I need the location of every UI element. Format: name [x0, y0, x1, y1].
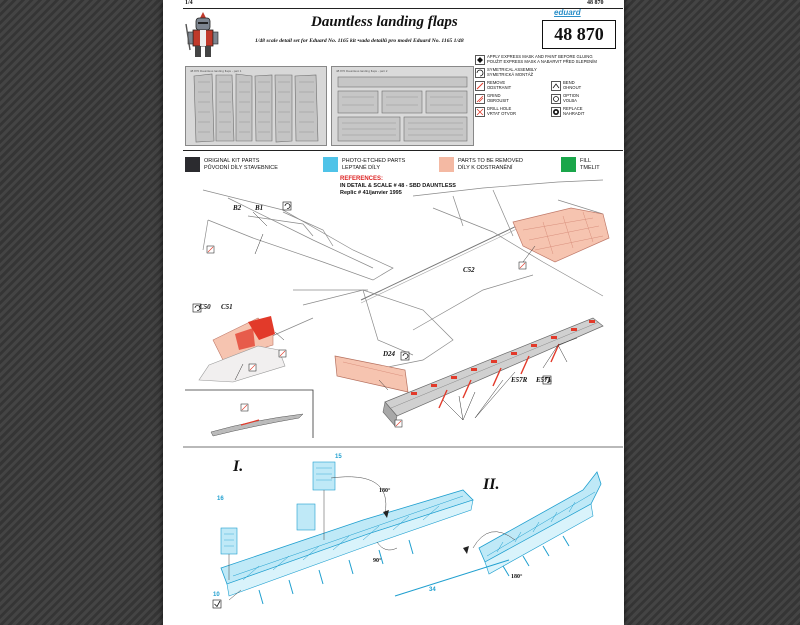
- references-heading: REFERENCES:: [340, 176, 384, 182]
- pe-part-34: 34: [429, 587, 436, 593]
- step-1-label: I.: [233, 458, 244, 475]
- legend-remove-text: REMOVE ODSTRANIT: [487, 80, 512, 90]
- part-label-c50: C50: [199, 303, 211, 311]
- brand-logo: eduard: [554, 8, 581, 17]
- legend-express-mask-text: APPLY EXPRESS MASK AND PAINT BEFORE GLUING POUŽIT EXPRESS MASK A NABARVIT PŘED SLEPENÍM: [487, 54, 597, 64]
- legend-kit-parts-line2: PŮVODNÍ DÍLY STAVEBNICE: [204, 165, 278, 171]
- control-rod: [361, 223, 523, 300]
- part-label-b1: B1: [255, 204, 264, 212]
- detail-inset-frame: [185, 390, 313, 438]
- angle-label-180-step2: 180°: [511, 574, 523, 580]
- wing-root-drawing: [203, 190, 393, 280]
- page-subtitle: 1/48 scale detail set for Eduard No. 1165 kit •sada detailů pro model Eduard No. 1165 1/48: [255, 38, 464, 44]
- fret-1-label: 48 870 Dauntless landing flaps - part 1: [190, 69, 242, 73]
- pe-part-16: 16: [217, 496, 224, 502]
- part-label-d24: D24: [383, 350, 396, 358]
- step-2-label: II.: [483, 476, 500, 493]
- part-label-c52: C52: [463, 266, 475, 274]
- hinge-rail-assembly: [383, 318, 603, 426]
- legend-pe-parts-line1: PHOTO-ETCHED PARTS: [342, 158, 406, 164]
- legend-symmetrical-text: SYMETRICAL ASSEMBLY SYMETRICKÁ MONTÁŽ: [487, 67, 537, 77]
- assembly-drawing: [163, 0, 624, 625]
- legend-remove-parts-line1: PARTS TO BE REMOVED: [458, 158, 523, 164]
- detail-inset-part: [211, 414, 303, 436]
- catalog-number: 48 870: [554, 24, 604, 44]
- part-label-b2: B2: [233, 204, 242, 212]
- legend-pe-parts-line2: LEPTANÉ DÍLY: [342, 165, 381, 171]
- part-d24: [335, 356, 408, 392]
- legend-fill-line2: TMELIT: [580, 165, 600, 171]
- part-34-rod: [395, 560, 509, 596]
- part-label-e57r: E57R: [511, 376, 528, 384]
- legend-bend-text: BEND OHNOUT: [563, 80, 582, 90]
- part-c50-c51: [199, 316, 285, 382]
- page-number: 1/4: [185, 0, 193, 6]
- removed-flap-section: [513, 208, 609, 262]
- part-label-e57l: E57L: [536, 376, 552, 384]
- angle-label-90: 90°: [373, 558, 382, 564]
- legend-drill-text: DRILL HOLE VRTAT OTVOR: [487, 106, 517, 116]
- step-1-pe-flap: [221, 462, 473, 604]
- legend-kit-parts-line1: ORIGINAL KIT PARTS: [204, 158, 260, 164]
- legend-grind-text: GRIND OBROUSIT: [487, 93, 509, 103]
- references-line-2: Replic # 41/janvier 1995: [340, 190, 402, 196]
- angle-label-180-step1: 180°: [379, 488, 391, 494]
- pe-part-10: 10: [213, 592, 220, 598]
- pe-part-15: 15: [335, 454, 342, 460]
- fret-2-label: 48 870 Dauntless landing flaps - part 2: [336, 69, 388, 73]
- instruction-sheet: [163, 0, 624, 625]
- legend-replace-text: REPLACE NAHRADIT: [563, 106, 585, 116]
- legend-fill-line1: FILL: [580, 158, 592, 164]
- references-line-1: IN DETAIL & SCALE # 48 - SBD DAUNTLESS: [340, 183, 456, 189]
- legend-remove-parts-line2: DÍLY K ODSTRANĚNÍ: [458, 165, 513, 171]
- page-title: Dauntless landing flaps: [311, 14, 458, 30]
- catalog-number-small: 48 870: [587, 0, 604, 6]
- part-label-c51: C51: [221, 303, 233, 311]
- legend-option-text: OPTION VOLBA: [563, 93, 580, 103]
